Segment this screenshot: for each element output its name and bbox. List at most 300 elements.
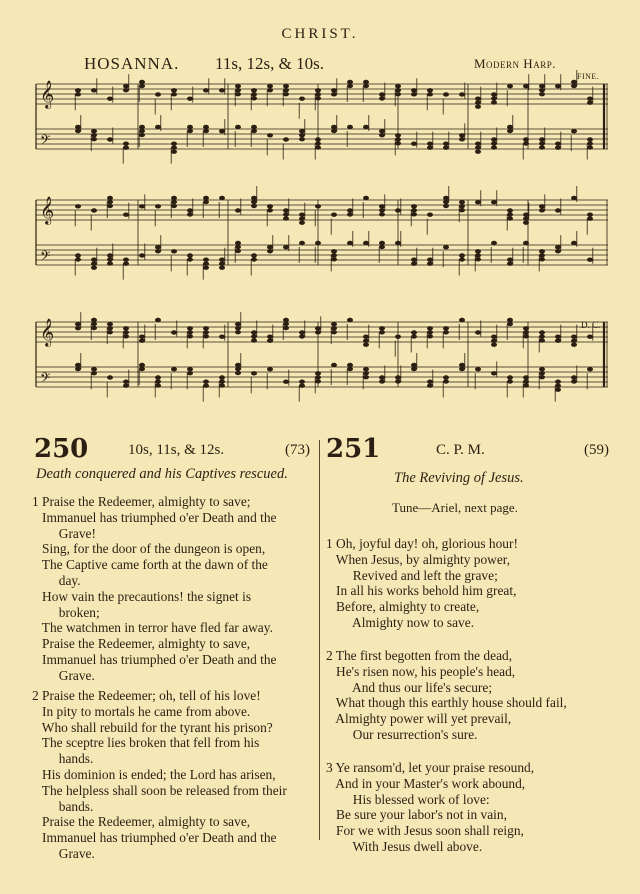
note-head (379, 92, 385, 96)
note-head (331, 257, 337, 261)
note-head (251, 338, 257, 342)
note-head (395, 133, 401, 137)
verse-line: day. (32, 572, 81, 588)
note-head (443, 375, 449, 379)
note-head (299, 220, 305, 224)
note-head (107, 257, 113, 261)
note-head (363, 80, 369, 84)
note-head (539, 249, 545, 253)
verse-line: And in your Master's work abound, (326, 775, 526, 791)
note-head (587, 212, 593, 216)
note-head (363, 367, 369, 371)
note-head (443, 330, 449, 334)
verse-line: bands. (32, 798, 94, 814)
note-head (587, 137, 593, 141)
note-head (363, 125, 369, 129)
note-head (171, 88, 177, 92)
note-head (139, 80, 145, 84)
verse-line: Grave. (32, 845, 95, 861)
hymn-251-number: 251 (326, 434, 381, 464)
note-head (187, 253, 193, 257)
note-head (123, 330, 129, 334)
note-head (427, 326, 433, 330)
clef-icon: 𝄢 (40, 370, 51, 389)
note-head (379, 375, 385, 379)
note-head (299, 241, 305, 245)
tune-name: HOSANNA. (84, 54, 180, 73)
note-head (267, 245, 273, 249)
note-head (539, 204, 545, 208)
note-head (443, 204, 449, 208)
note-head (91, 371, 97, 375)
note-head (555, 338, 561, 342)
note-head (235, 363, 241, 367)
note-head (459, 363, 465, 367)
note-head (267, 84, 273, 88)
note-head (139, 84, 145, 88)
note-head (123, 84, 129, 88)
note-head (299, 137, 305, 141)
note-head (203, 200, 209, 204)
hymn-250-meter: 10s, 11s, & 12s. (128, 442, 225, 458)
note-head (363, 371, 369, 375)
verse-line: In pity to mortals he came from above. (32, 703, 251, 719)
note-head (155, 245, 161, 249)
note-head (315, 326, 321, 330)
note-head (235, 88, 241, 92)
note-head (331, 326, 337, 330)
note-head (75, 367, 81, 371)
note-head (299, 129, 305, 133)
note-head (155, 125, 161, 129)
note-head (187, 334, 193, 338)
verse-line: The Captive came forth at the dawn of the (32, 557, 268, 573)
note-head (587, 96, 593, 100)
note-head (219, 379, 225, 383)
verse-line: broken; (32, 604, 100, 620)
note-head (363, 196, 369, 200)
note-head (539, 338, 545, 342)
note-head (235, 322, 241, 326)
note-head (203, 196, 209, 200)
note-head (139, 133, 145, 137)
note-head (203, 379, 209, 383)
note-head (587, 216, 593, 220)
hymn-251-verse-1 (326, 536, 518, 631)
note-head (251, 253, 257, 257)
note-head (107, 326, 113, 330)
note-head (219, 261, 225, 265)
note-head (187, 212, 193, 216)
note-head (475, 253, 481, 257)
note-head (363, 241, 369, 245)
note-head (331, 249, 337, 253)
note-head (203, 88, 209, 92)
clef-icon: 𝄢 (40, 132, 51, 151)
note-head (139, 338, 145, 342)
note-head (75, 125, 81, 129)
note-head (427, 383, 433, 387)
hymn-250-verse-1 (32, 494, 276, 684)
note-head (507, 375, 513, 379)
hymn-251-verse-3 (326, 760, 534, 855)
fine-mark: FINE. (577, 72, 600, 81)
note-head (475, 367, 481, 371)
note-head (251, 129, 257, 133)
note-head (539, 375, 545, 379)
note-head (219, 334, 225, 338)
note-head (523, 326, 529, 330)
note-head (315, 375, 321, 379)
note-head (75, 88, 81, 92)
note-head (587, 367, 593, 371)
note-head (299, 96, 305, 100)
note-head (107, 261, 113, 265)
note-head (395, 141, 401, 145)
note-head (75, 257, 81, 261)
note-head (475, 141, 481, 145)
note-head (571, 342, 577, 346)
note-head (459, 133, 465, 137)
note-head (219, 88, 225, 92)
note-head (539, 145, 545, 149)
note-head (91, 257, 97, 261)
note-head (507, 125, 513, 129)
note-head (363, 334, 369, 338)
note-head (155, 379, 161, 383)
note-head (171, 367, 177, 371)
note-head (443, 145, 449, 149)
note-head (331, 212, 337, 216)
verse-line: The sceptre lies broken that fell from his (32, 735, 260, 751)
note-head (347, 367, 353, 371)
note-head (187, 330, 193, 334)
verse-line: Grave. (32, 667, 95, 683)
note-head (267, 208, 273, 212)
note-head (91, 326, 97, 330)
note-head (235, 249, 241, 253)
note-head (315, 141, 321, 145)
note-head (379, 326, 385, 330)
note-head (283, 137, 289, 141)
note-head (315, 371, 321, 375)
hymn-251-meter: C. P. M. (436, 442, 485, 458)
note-head (571, 334, 577, 338)
note-head (155, 249, 161, 253)
note-head (443, 379, 449, 383)
note-head (267, 204, 273, 208)
note-head (267, 334, 273, 338)
note-head (187, 326, 193, 330)
note-head (139, 363, 145, 367)
note-head (427, 379, 433, 383)
note-head (491, 334, 497, 338)
note-head (155, 383, 161, 387)
note-head (395, 334, 401, 338)
note-head (171, 141, 177, 145)
verse-line: Our resurrection's sure. (326, 726, 478, 742)
note-head (235, 208, 241, 212)
note-head (459, 137, 465, 141)
verse-line: What though this earthly house should fail, (326, 695, 567, 711)
verse-line: How vain the precautions! the signet is (32, 588, 252, 604)
note-head (507, 216, 513, 220)
note-head (507, 379, 513, 383)
note-head (155, 318, 161, 322)
note-head (523, 379, 529, 383)
note-head (443, 200, 449, 204)
note-head (523, 220, 529, 224)
note-head (347, 84, 353, 88)
note-head (427, 88, 433, 92)
note-head (203, 265, 209, 269)
note-head (539, 257, 545, 261)
note-head (315, 145, 321, 149)
verse-line: Almighty power will yet prevail, (326, 711, 512, 727)
verse-line: The helpless shall soon be released from their (32, 782, 287, 798)
note-head (571, 84, 577, 88)
note-head (123, 88, 129, 92)
note-head (331, 125, 337, 129)
note-head (251, 125, 257, 129)
note-head (91, 367, 97, 371)
note-head (571, 80, 577, 84)
note-head (459, 208, 465, 212)
hymn-250-verse-2 (32, 688, 287, 862)
note-head (491, 141, 497, 145)
tune-composer: Modern Harp. (474, 56, 556, 71)
note-head (427, 141, 433, 145)
note-head (507, 322, 513, 326)
note-head (107, 204, 113, 208)
note-head (235, 367, 241, 371)
note-head (187, 208, 193, 212)
note-head (171, 200, 177, 204)
note-head (283, 212, 289, 216)
note-head (411, 334, 417, 338)
note-head (379, 208, 385, 212)
note-head (251, 371, 257, 375)
tune-meter: 11s, 12s, & 10s. (215, 54, 324, 73)
note-head (251, 330, 257, 334)
clef-icon: 𝄞 (40, 318, 55, 346)
note-head (555, 383, 561, 387)
note-head (91, 129, 97, 133)
note-head (523, 141, 529, 145)
note-head (251, 96, 257, 100)
note-head (555, 334, 561, 338)
note-head (587, 257, 593, 261)
note-head (155, 375, 161, 379)
note-head (75, 322, 81, 326)
note-head (491, 92, 497, 96)
note-head (123, 257, 129, 261)
note-head (283, 88, 289, 92)
note-head (411, 257, 417, 261)
note-head (363, 84, 369, 88)
note-head (363, 338, 369, 342)
note-head (203, 326, 209, 330)
note-head (363, 342, 369, 346)
note-head (203, 129, 209, 133)
note-head (555, 387, 561, 391)
note-head (491, 371, 497, 375)
note-head (459, 257, 465, 261)
note-head (539, 84, 545, 88)
note-head (267, 249, 273, 253)
note-head (91, 88, 97, 92)
note-head (491, 137, 497, 141)
verse-line: Revived and left the grave; (326, 567, 498, 583)
note-head (235, 245, 241, 249)
music-score (28, 70, 618, 415)
note-head (123, 379, 129, 383)
note-head (123, 383, 129, 387)
note-head (491, 342, 497, 346)
hymn-250-subtitle: Death conquered and his Captives rescued. (36, 466, 288, 482)
note-head (299, 379, 305, 383)
note-head (315, 96, 321, 100)
note-head (315, 379, 321, 383)
note-head (379, 241, 385, 245)
note-head (251, 204, 257, 208)
verse-line: Almighty now to save. (326, 614, 475, 630)
note-head (523, 212, 529, 216)
note-head (443, 326, 449, 330)
note-head (411, 261, 417, 265)
note-head (539, 253, 545, 257)
note-head (379, 330, 385, 334)
note-head (171, 145, 177, 149)
note-head (91, 133, 97, 137)
note-head (555, 249, 561, 253)
note-head (411, 363, 417, 367)
note-head (251, 257, 257, 261)
note-head (523, 137, 529, 141)
note-head (555, 245, 561, 249)
note-head (219, 129, 225, 133)
note-head (171, 149, 177, 153)
note-head (283, 245, 289, 249)
note-head (555, 208, 561, 212)
note-head (475, 200, 481, 204)
note-head (283, 92, 289, 96)
verse-line: Before, almighty to create, (326, 599, 480, 615)
note-head (427, 145, 433, 149)
note-head (379, 245, 385, 249)
note-head (91, 137, 97, 141)
note-head (331, 88, 337, 92)
note-head (203, 383, 209, 387)
note-head (171, 330, 177, 334)
note-head (475, 257, 481, 261)
note-head (395, 92, 401, 96)
note-head (427, 212, 433, 216)
note-head (539, 208, 545, 212)
note-head (299, 383, 305, 387)
note-head (379, 133, 385, 137)
note-head (411, 204, 417, 208)
note-head (75, 326, 81, 330)
note-head (443, 141, 449, 145)
note-head (203, 261, 209, 265)
hymn-251-verse-2 (326, 648, 567, 743)
note-head (267, 133, 273, 137)
note-head (123, 334, 129, 338)
note-head (187, 367, 193, 371)
note-head (299, 133, 305, 137)
note-head (75, 204, 81, 208)
note-head (203, 125, 209, 129)
clef-icon: 𝄢 (40, 248, 51, 267)
note-head (459, 318, 465, 322)
note-head (475, 96, 481, 100)
note-head (491, 200, 497, 204)
note-head (219, 383, 225, 387)
note-head (475, 104, 481, 108)
note-head (427, 92, 433, 96)
note-head (251, 196, 257, 200)
note-head (315, 92, 321, 96)
clef-icon: 𝄞 (40, 196, 55, 224)
note-head (347, 318, 353, 322)
note-head (139, 334, 145, 338)
note-head (203, 257, 209, 261)
note-head (427, 261, 433, 265)
note-head (395, 137, 401, 141)
note-head (315, 137, 321, 141)
note-head (219, 196, 225, 200)
note-head (251, 334, 257, 338)
verse-line: For we with Jesus soon shall reign, (326, 823, 524, 839)
note-head (347, 363, 353, 367)
note-head (379, 129, 385, 133)
note-head (139, 253, 145, 257)
note-head (507, 84, 513, 88)
note-head (347, 125, 353, 129)
note-head (491, 145, 497, 149)
note-head (427, 330, 433, 334)
note-head (507, 318, 513, 322)
clef-icon: 𝄞 (40, 80, 55, 108)
note-head (459, 200, 465, 204)
note-head (251, 92, 257, 96)
note-head (459, 253, 465, 257)
note-head (539, 371, 545, 375)
note-head (219, 257, 225, 261)
note-head (283, 326, 289, 330)
note-head (107, 200, 113, 204)
note-head (523, 330, 529, 334)
note-head (251, 200, 257, 204)
note-head (283, 216, 289, 220)
note-head (507, 261, 513, 265)
note-head (331, 253, 337, 257)
note-head (315, 88, 321, 92)
note-head (75, 92, 81, 96)
note-head (443, 92, 449, 96)
note-head (315, 241, 321, 245)
note-head (235, 92, 241, 96)
note-head (379, 212, 385, 216)
note-head (523, 375, 529, 379)
hymn-251-tune-line: Tune—Ariel, next page. (392, 500, 518, 515)
note-head (459, 367, 465, 371)
verse-line: With Jesus dwell above. (326, 838, 483, 854)
note-head (171, 204, 177, 208)
note-head (395, 379, 401, 383)
note-head (523, 216, 529, 220)
